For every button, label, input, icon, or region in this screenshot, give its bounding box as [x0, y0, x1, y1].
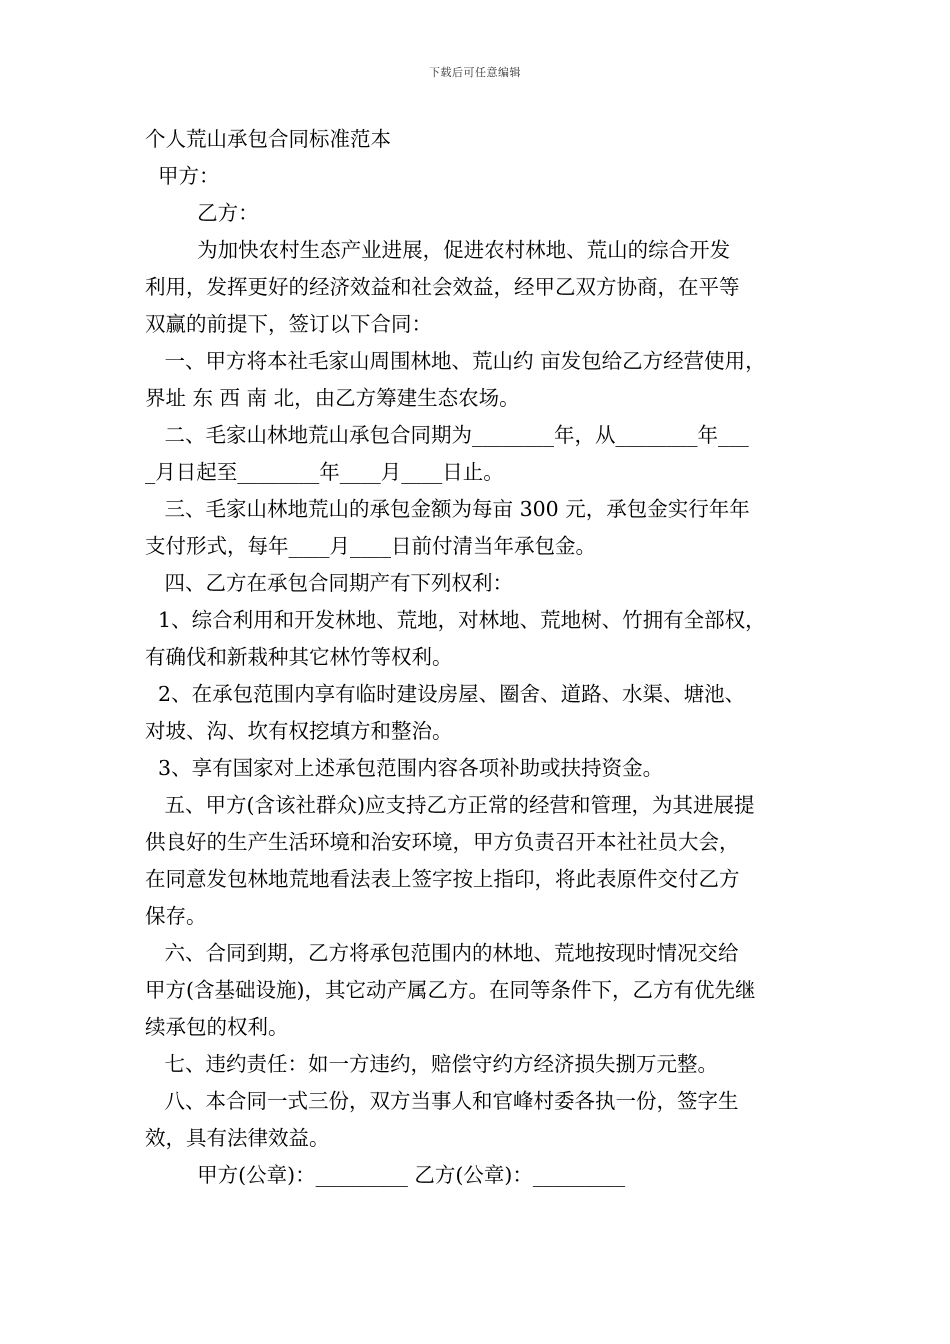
clause-5-line: 保存。	[145, 904, 207, 928]
clause-6-line: 续承包的权利。	[145, 1015, 289, 1039]
clause-3-line: 三、毛家山林地荒山的承包金额为每亩 300 元，承包金实行年年	[145, 497, 750, 521]
clause-6-line: 甲方(含基础设施)，其它动产属乙方。在同等条件下，乙方有优先继	[145, 978, 756, 1002]
document-title: 个人荒山承包合同标准范本	[145, 127, 391, 151]
clause-5-line: 在同意发包林地荒地看法表上签字按上指印，将此表原件交付乙方	[145, 867, 740, 891]
right-3-line: 3、享有国家对上述承包范围内容各项补助或扶持资金。	[145, 756, 664, 780]
preamble-line: 利用，发挥更好的经济效益和社会效益，经甲乙双方协商，在平等	[145, 275, 740, 299]
contract-document	[145, 121, 825, 1194]
clause-6-line: 六、合同到期，乙方将承包范围内的林地、荒地按现时情况交给	[145, 941, 739, 965]
right-2-line: 2、在承包范围内享有临时建设房屋、圈舍、道路、水渠、塘池、	[145, 682, 746, 706]
clause-7-line: 七、违约责任：如一方违约，赔偿守约方经济损失捌万元整。	[145, 1052, 719, 1076]
right-1-line: 1、综合利用和开发林地、荒地，对林地、荒地树、竹拥有全部权，	[145, 608, 766, 632]
party-b-line: 乙方：	[145, 201, 259, 225]
page-header-note: 下载后可任意编辑	[429, 66, 521, 79]
clause-3-line: 支付形式，每年____月____日前付清当年承包金。	[145, 534, 596, 558]
preamble-line: 为加快农村生态产业进展，促进农村林地、荒山的综合开发	[145, 238, 731, 262]
clause-8-line: 效，具有法律效益。	[145, 1126, 330, 1150]
clause-8-line: 八、本合同一式三份，双方当事人和官峰村委各执一份，签字生	[145, 1089, 739, 1113]
party-a-line: 甲方：	[145, 164, 220, 188]
right-2-line: 对坡、沟、坎有权挖填方和整治。	[145, 719, 453, 743]
clause-1-line: 界址 东 西 南 北，由乙方筹建生态农场。	[145, 386, 520, 410]
clause-1-line: 一、甲方将本社毛家山周围林地、荒山约 亩发包给乙方经营使用，	[145, 349, 766, 373]
signature-line: 甲方(公章)：_________ 乙方(公章)：_________	[145, 1163, 626, 1187]
clause-5-line: 供良好的生产生活环境和治安环境，甲方负责召开本社社员大会，	[145, 830, 740, 854]
clause-4-line: 四、乙方在承包合同期产有下列权利：	[145, 571, 514, 595]
clause-5-line: 五、甲方(含该社群众)应支持乙方正常的经营和管理，为其进展提	[145, 793, 755, 817]
clause-2-line: 二、毛家山林地荒山承包合同期为________年，从________年___	[145, 423, 749, 447]
right-1-line: 有确伐和新栽种其它林竹等权利。	[145, 645, 453, 669]
clause-2-line: _月日起至________年____月____日止。	[145, 460, 504, 484]
preamble-line: 双赢的前提下，签订以下合同：	[145, 312, 432, 336]
